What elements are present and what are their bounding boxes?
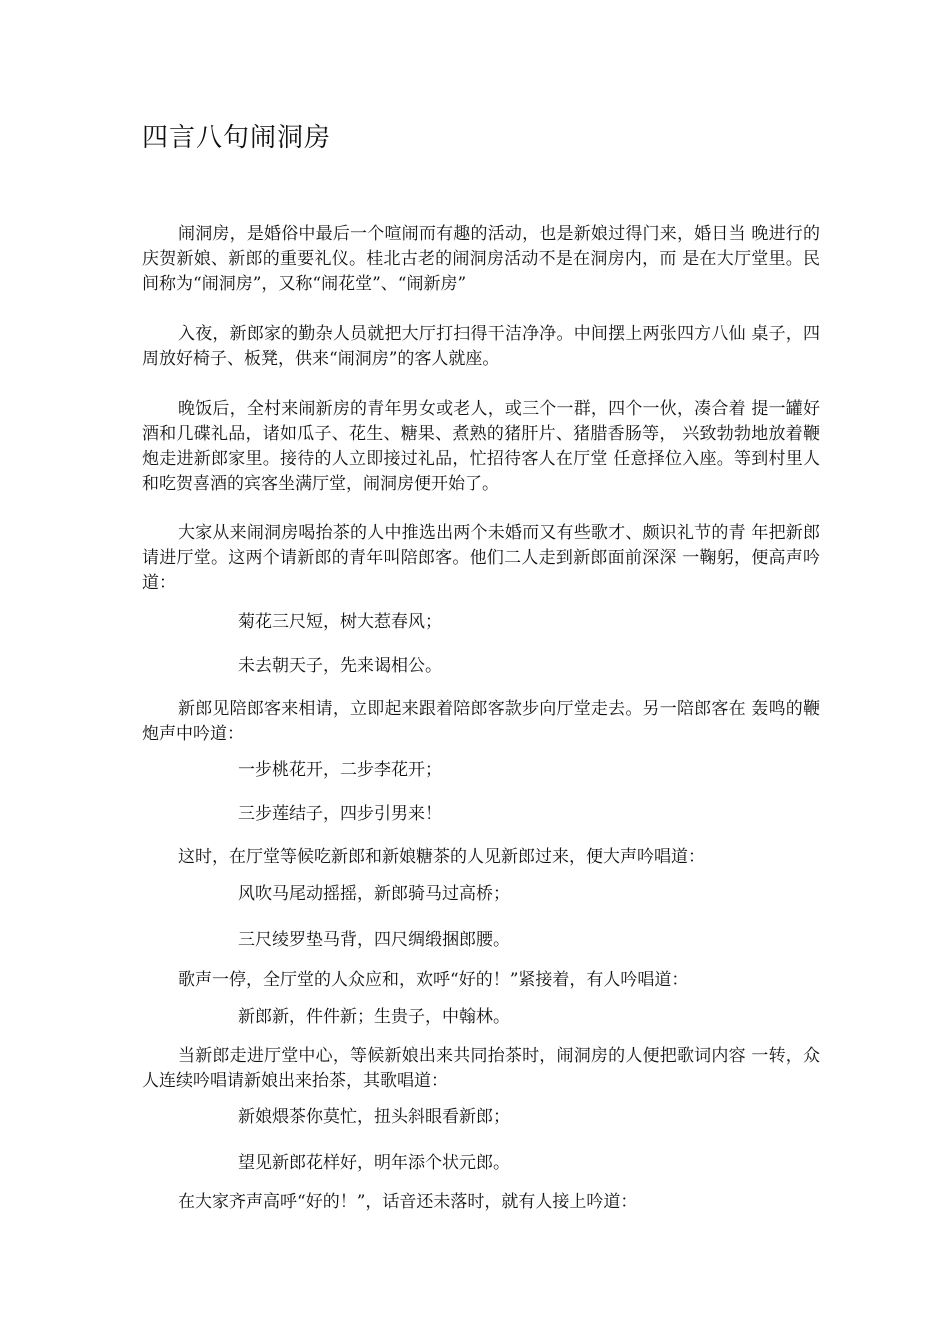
verse-line-1: 菊花三尺短，树大惹春风； [238,612,442,632]
line-cheering: 歌声一停，全厅堂的人众应和，欢呼“好的！”紧接着，有人吟唱道： [178,970,689,990]
verse-line-7: 新郎新，件件新；生贵子，中翰林。 [238,1007,510,1027]
verse-line-4: 三步莲结子，四步引男来！ [238,804,442,824]
paragraph-guests-arrive: 晚饭后，全村来闹新房的青年男女或老人，或三个一群，四个一伙，凑合着 提一罐好酒和几碟礼品，诸如瓜子、花生、糖果、煮熟的猪肝片、猪腊香肠等， 兴致勃勃地放着鞭炮走进新郎家里。接待的人立即接过礼品，忙招待客人在厅堂 任意择位入座。等到村里人和吃贺喜酒的宾客坐满厅堂，闹洞房便开始了。 [142,399,820,494]
verse-line-3: 一步桃花开，二步李花开； [238,760,442,780]
verse-line-5: 风吹马尾动摇摇，新郎骑马过高桥； [238,884,510,904]
document-title: 四言八句闹洞房 [142,123,332,153]
verse-line-8: 新娘煨茶你莫忙，扭头斜眼看新郎； [238,1107,510,1127]
paragraph-evening-setup: 入夜，新郎家的勤杂人员就把大厅打扫得干洁净净。中间摆上两张四方八仙 桌子，四周放好椅子、板凳，供来“闹洞房”的客人就座。 [142,324,820,369]
paragraph-groom-walks: 新郎见陪郎客来相请，立即起来跟着陪郎客款步向厅堂走去。另一陪郎客在 轰鸣的鞭炮声中吟道： [142,699,820,744]
verse-line-9: 望见新郎花样好，明年添个状元郎。 [238,1153,510,1173]
paragraph-groomsmen: 大家从来闹洞房喝抬茶的人中推选出两个未婚而又有些歌才、颇识礼节的青 年把新郎请进厅堂。这两个请新郎的青年叫陪郎客。他们二人走到新郎面前深深 一鞠躬，便高声吟道： [142,523,820,593]
line-final-cheer: 在大家齐声高呼“好的！”，话音还未落时，就有人接上吟道： [178,1192,638,1212]
line-waiting-guests: 这时，在厅堂等候吃新郎和新娘糖茶的人见新郎过来，便大声吟唱道： [178,847,705,867]
paragraph-bride-invited: 当新郎走进厅堂中心，等候新娘出来共同抬茶时，闹洞房的人便把歌词内容 一转，众人连续吟唱请新娘出来抬茶，其歌唱道： [142,1046,820,1091]
paragraph-intro: 闹洞房，是婚俗中最后一个喧闹而有趣的活动，也是新娘过得门来，婚日当 晚进行的庆贺新娘、新郎的重要礼仪。桂北古老的闹洞房活动不是在洞房内，而 是在大厅堂里。民间称为“闹洞房”，又称“闹花堂”、“闹新房” [142,224,820,294]
verse-line-6: 三尺绫罗垫马背，四尺绸缎捆郎腰。 [238,930,510,950]
verse-line-2: 未去朝天子，先来谒相公。 [238,656,442,676]
